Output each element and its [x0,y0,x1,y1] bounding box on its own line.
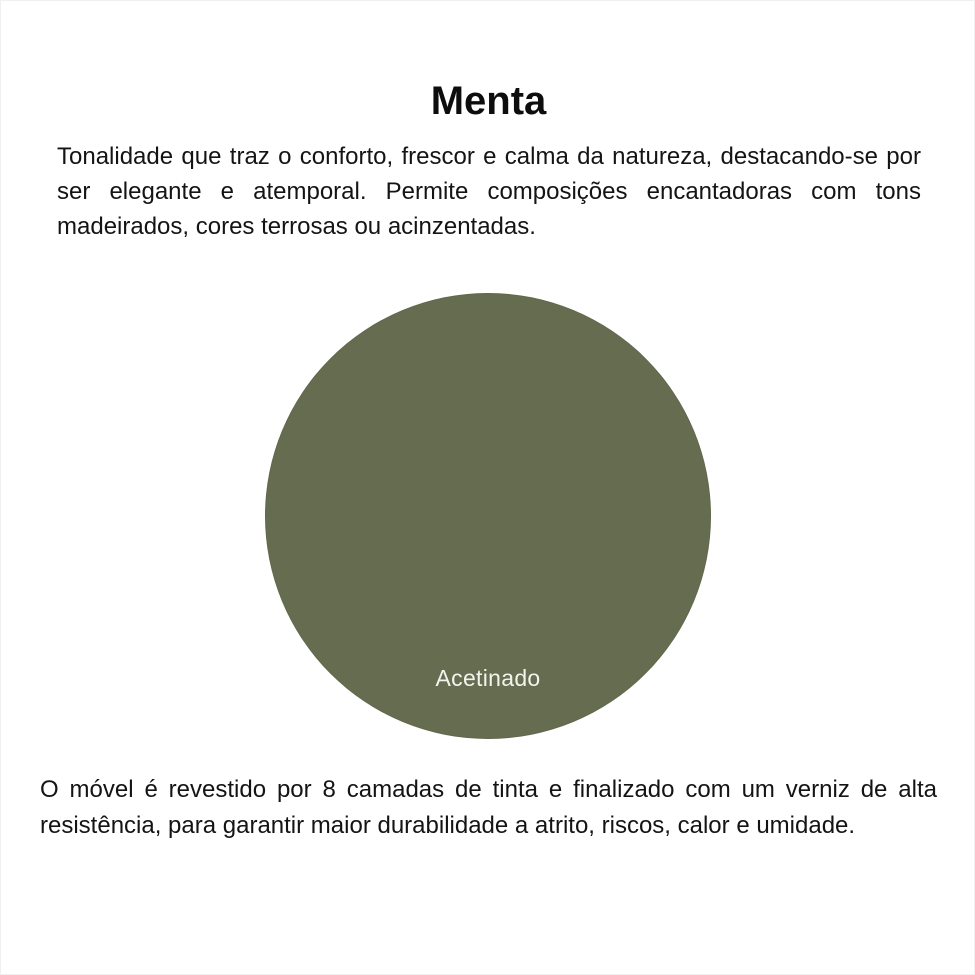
finish-label: Acetinado [435,665,541,691]
finish-details-text: O móvel é revestido por 8 camadas de tinta e finalizado com um verniz de alta resistência, para garantir maior durabilidade a atrito, riscos, calor e umidade. [40,776,937,839]
color-description: Tonalidade que traz o conforto, frescor e calma da natureza, destacando-se por ser elegante e atemporal. Permite composições encantadoras com tons madeirados, cores terrosas ou acinzentadas. [57,143,921,240]
color-title: Menta [430,79,547,123]
color-swatch [265,293,711,739]
